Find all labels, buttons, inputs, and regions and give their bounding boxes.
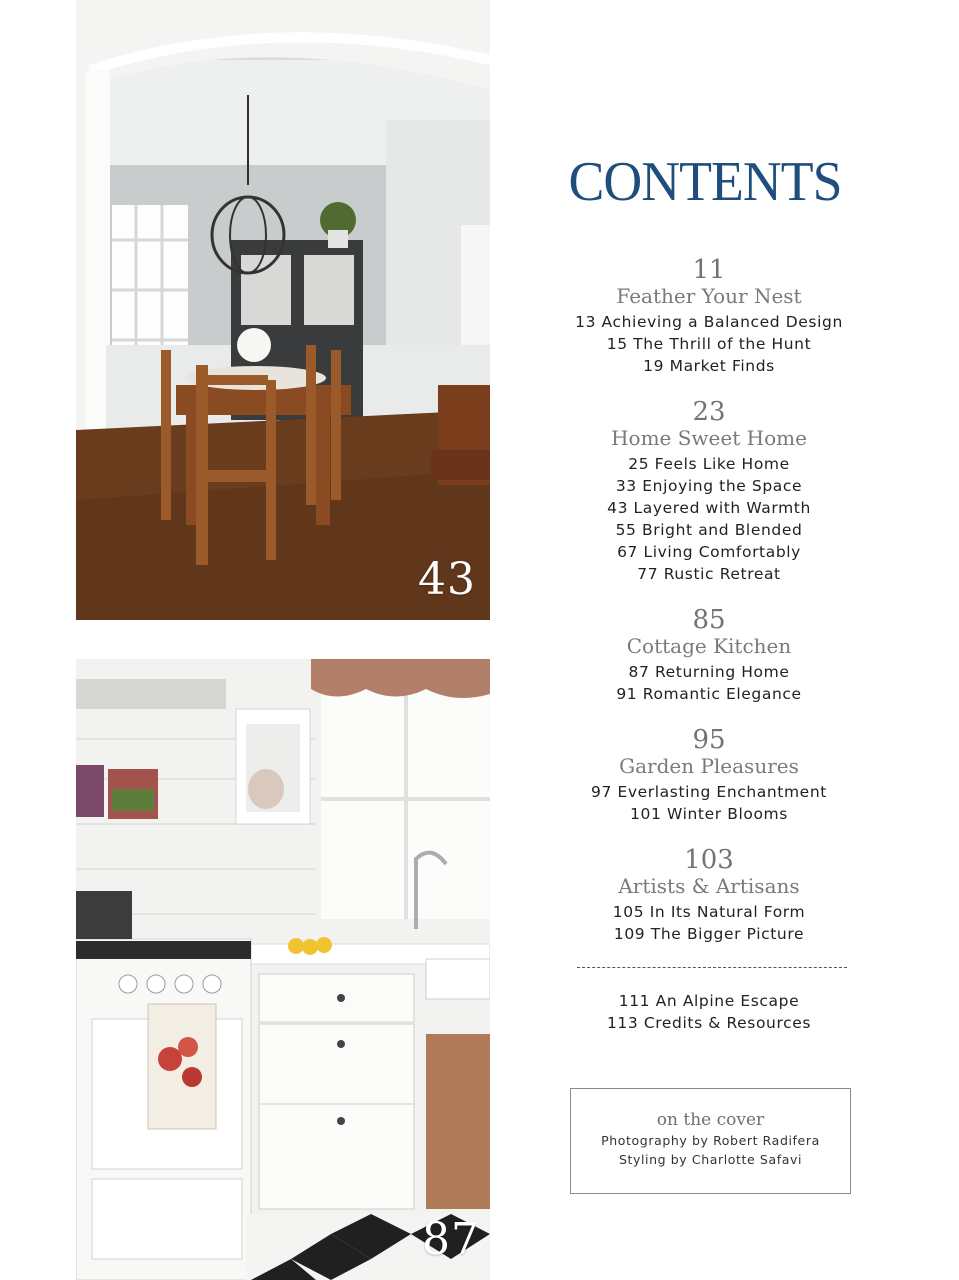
- toc-entry[interactable]: 67 Living Comfortably: [617, 543, 801, 561]
- dashed-divider: [577, 967, 847, 968]
- toc-section: [556, 256, 862, 377]
- toc-entry[interactable]: 111 An Alpine Escape: [618, 992, 800, 1010]
- toc-entry[interactable]: 113 Credits & Resources: [606, 1014, 812, 1032]
- dining-room-photo: [76, 0, 490, 620]
- section-page-number: 85: [692, 605, 726, 635]
- toc-section: [556, 726, 862, 825]
- section-page-number: 11: [692, 255, 726, 285]
- toc-entry[interactable]: 13 Achieving a Balanced Design: [575, 313, 843, 331]
- dining-room-illustration: [76, 0, 490, 620]
- photography-credit: Photography by Robert Radifera: [601, 1133, 820, 1148]
- section-title: Cottage Kitchen: [626, 634, 792, 658]
- toc-section: [556, 606, 862, 705]
- photo-page-number: 87: [422, 1214, 480, 1265]
- toc-entry[interactable]: 55 Bright and Blended: [615, 521, 803, 539]
- photo-page-number: 43: [418, 554, 476, 605]
- section-page-number: 103: [684, 845, 734, 875]
- toc-entry[interactable]: 101 Winter Blooms: [630, 805, 788, 823]
- section-title: Garden Pleasures: [619, 754, 799, 778]
- toc-entry[interactable]: 109 The Bigger Picture: [613, 925, 805, 943]
- toc-entry[interactable]: 19 Market Finds: [643, 357, 775, 375]
- cover-credits-box: [570, 1088, 851, 1194]
- kitchen-illustration: [76, 659, 490, 1280]
- toc-entry[interactable]: 15 The Thrill of the Hunt: [606, 335, 812, 353]
- toc-entry[interactable]: 91 Romantic Elegance: [616, 685, 802, 703]
- toc-entry[interactable]: 97 Everlasting Enchantment: [591, 783, 827, 801]
- styling-credit: Styling by Charlotte Safavi: [618, 1152, 803, 1167]
- section-page-number: 95: [692, 725, 726, 755]
- toc-entry[interactable]: 33 Enjoying the Space: [615, 477, 803, 495]
- toc-entry[interactable]: 87 Returning Home: [628, 663, 790, 681]
- toc-section: [556, 846, 862, 945]
- cover-credits-title: on the cover: [656, 1110, 765, 1130]
- toc-entry[interactable]: 105 In Its Natural Form: [612, 903, 806, 921]
- section-title: Artists & Artisans: [618, 874, 800, 898]
- toc-entry[interactable]: 43 Layered with Warmth: [607, 499, 811, 517]
- toc-entry[interactable]: 77 Rustic Retreat: [637, 565, 781, 583]
- toc-section: [556, 398, 862, 585]
- toc-entry[interactable]: 25 Feels Like Home: [628, 455, 790, 473]
- section-page-number: 23: [692, 397, 726, 427]
- page-title: CONTENTS: [568, 151, 842, 213]
- section-title: Feather Your Nest: [616, 284, 802, 308]
- kitchen-photo: [76, 659, 490, 1280]
- toc-extras: [556, 990, 862, 1034]
- section-title: Home Sweet Home: [611, 426, 807, 450]
